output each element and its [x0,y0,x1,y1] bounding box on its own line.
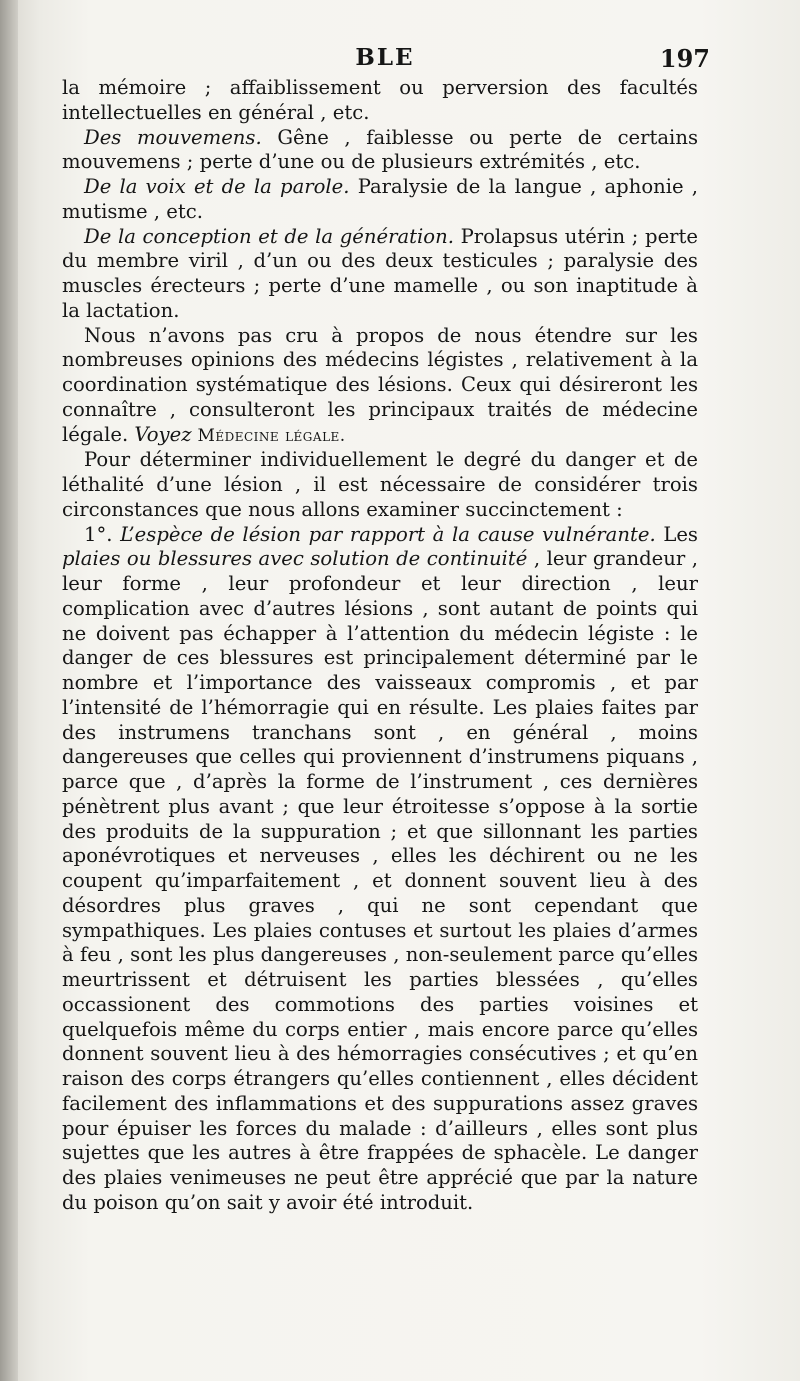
item-heading: L’espèce de lésion par rapport à la cause vulnérante. [120,522,656,546]
paragraph-text: Pour déterminer individuellement le degré du danger et de léthalité d’une lésion , il est nécessaire de considérer trois circonstances que nous allons examiner succinctement : [62,448,698,521]
cross-reference-target: Médecine légale. [191,425,346,446]
paragraph-text: , leur grandeur , leur forme , leur profondeur et leur direction , leur complication avec d’autres lésions , sont autant de points qui ne doivent pas échapper à l’attention du médecin légiste : le danger de ces blessures est principalement déterminé par le nombre et l’importance des vaisseaux compromis , et par l’intensité de l’hémorragie qui en résulte. Les plaies faites par des instrumens tranchans sont , en général , moins dangereuses que celles qui proviennent d’instrumens piquans , parce que , d’après la forme de l’instrument , ces dernières pénètrent plus avant ; que leur étroitesse s’oppose à la sortie des produits de la suppuration ; et que sillonnant les parties aponévrotiques et nerveuses , elles les déchirent ou ne les coupent qu’imparfaitement , et donnent souvent lieu à des désordres plus graves , qui ne sont cependant que sympathiques. Les plaies contuses et surtout les plaies d’armes à feu , sont les plus dangereuses , non-seulement parce qu’elles meurtrissent et détruisent les parties blessées , qu’elles occassionent des commotions des parties voisines et quelquefois même du corps entier , mais encore parce qu’elles donnent souvent lieu à des hémorragies consécutives ; et qu’en raison des corps étrangers qu’elles contiennent , elles décident facilement des inflammations et des suppurations assez graves pour épuiser les forces du malade : d’ailleurs , elles sont plus sujettes que les autres à être frappées de sphacèle. Le danger des plaies venimeuses ne peut être apprécié que par la nature du poison qu’on sait y avoir été introduit. [62,547,698,1214]
paragraph-conception [62,225,698,324]
item-number: 1°. [84,522,121,546]
paragraph-memory [62,76,698,126]
section-label: Des mouvemens. [84,125,262,149]
paragraph-text: Prolapsus utérin ; perte du membre viril , d’un ou des deux testicules ; paralysie des muscles érecteurs ; perte d’une mamelle , ou son inaptitude à la lactation. [62,224,699,322]
paragraph-text: Les [655,522,698,546]
cross-reference-voyez: Voyez [134,422,192,446]
paragraph-movements [62,126,698,176]
running-head: BLE [355,44,415,71]
paragraph-text: Paralysie de la langue , aphonie , mutisme , etc. [62,175,699,223]
section-label: De la voix et de la parole. [84,175,350,198]
paragraph-text: Nous n’avons pas cru à propos de nous étendre sur les nombreuses opinions des médecins légistes , relativement à la coordination systématique des lésions. Ceux qui désireront les connaître , consulteront les principaux traités de médecine légale. [62,323,698,446]
paragraph-danger [62,448,698,522]
paragraph-opinions [62,324,698,449]
paragraph-text: Gêne , faiblesse ou perte de certains mouvemens ; perte d’une ou de plusieurs extrémités , etc. [62,125,698,174]
paragraph-lesion-species [62,523,698,1216]
page-body [62,76,698,1216]
paragraph-voice [62,175,698,225]
paragraph-text: la mémoire ; affaiblissement ou perversion des facultés intellectuelles en général , etc. [62,76,698,124]
section-label: De la conception et de la génération. [84,224,454,248]
page-gutter-shadow [0,0,18,1381]
italic-term: plaies ou blessures avec solution de continuité [62,547,528,571]
page-number: 197 [659,44,710,73]
